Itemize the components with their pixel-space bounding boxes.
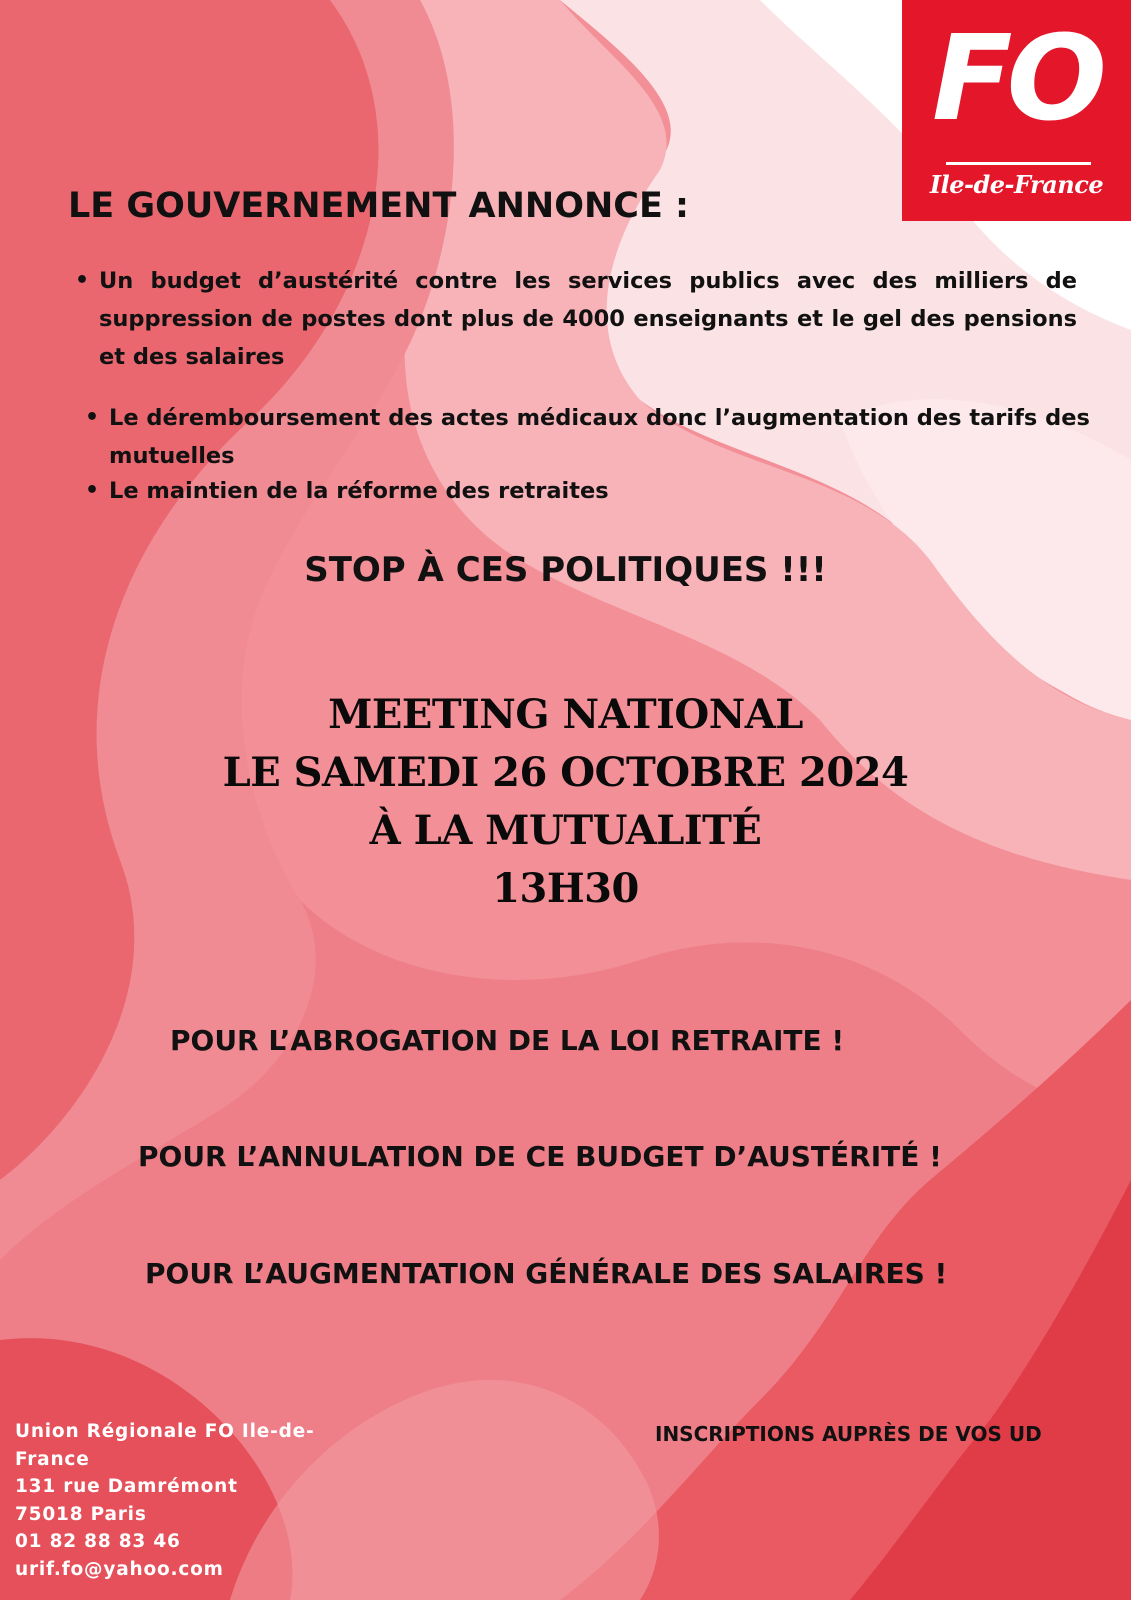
- org-name-line1: Union Régionale FO Ile-de-: [15, 1421, 315, 1442]
- bullet-dot-icon: •: [75, 268, 90, 293]
- street-address: 131 rue Damrémont: [15, 1476, 238, 1497]
- meeting-date: LE SAMEDI 26 OCTOBRE 2024: [222, 749, 909, 796]
- bullet-dot-icon: •: [85, 478, 100, 503]
- email-address: urif.fo@yahoo.com: [15, 1558, 224, 1580]
- registration-note: INSCRIPTIONS AUPRÈS DE VOS UD: [655, 1422, 1042, 1446]
- bullet-text: Le déremboursement des actes médicaux donc l’augmentation des tarifs des mutuelles: [109, 405, 1090, 469]
- meeting-venue: À LA MUTUALITÉ: [369, 807, 762, 854]
- city-address: 75018 Paris: [15, 1503, 147, 1525]
- bullet-item-deremboursement: [85, 399, 1099, 475]
- bullet-text: Le maintien de la réforme des retraites: [109, 478, 609, 504]
- logo-fo-text: FO: [932, 9, 1101, 147]
- bullet-item-budget: [75, 262, 1077, 376]
- meeting-announcement: [0, 686, 1131, 918]
- slogan-stop: STOP À CES POLITIQUES !!!: [304, 550, 827, 590]
- bullet-item-retraites: [85, 472, 1099, 510]
- logo-divider: [946, 162, 1091, 165]
- bullet-dot-icon: •: [85, 405, 100, 430]
- org-name-line2: France: [15, 1448, 90, 1470]
- logo-region-text: Ile-de-France: [929, 170, 1104, 199]
- demand-abrogation: POUR L’ABROGATION DE LA LOI RETRAITE !: [170, 1024, 845, 1057]
- phone-number: 01 82 88 83 46: [15, 1531, 181, 1552]
- meeting-time: 13H30: [492, 865, 639, 912]
- footer-address: [15, 1418, 335, 1583]
- fo-logo: [902, 0, 1131, 221]
- bullet-text: Un budget d’austérité contre les services publics avec des milliers de suppression de postes dont plus de 4000 enseignants et le gel des pensions et des salaires: [99, 268, 1077, 370]
- demand-annulation: POUR L’ANNULATION DE CE BUDGET D’AUSTÉRITÉ !: [138, 1140, 942, 1173]
- demand-augmentation: POUR L’AUGMENTATION GÉNÉRALE DES SALAIRES !: [145, 1257, 948, 1290]
- main-heading: LE GOUVERNEMENT ANNONCE :: [68, 186, 690, 226]
- meeting-title: MEETING NATIONAL: [328, 691, 803, 738]
